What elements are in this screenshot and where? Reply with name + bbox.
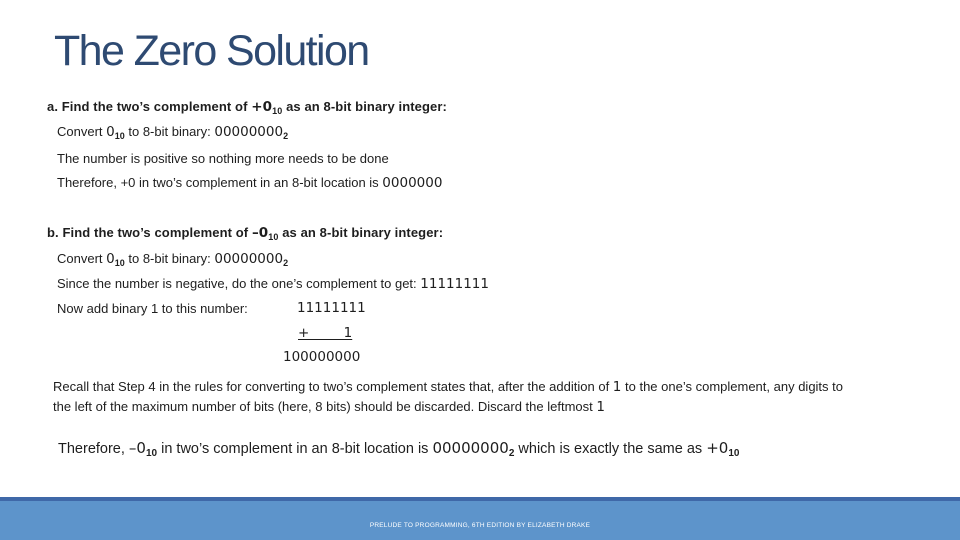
add-plus-row: + 1	[298, 325, 353, 341]
part-b-final: Therefore, $-0_{10}$ in two’s complement in an 8-bit location is $00000000_2$ which is exactly the same as $+0_{10}$	[58, 439, 740, 459]
part-a-positive: The number is positive so nothing more needs to be done	[57, 151, 389, 166]
footer-text: PRELUDE TO PROGRAMMING, 6TH EDITION BY ELIZABETH DRAKE	[369, 522, 591, 529]
part-b-negative: Since the number is negative, do the one’s complement to get: 11111111	[57, 276, 489, 292]
part-b-question: b. Find the two’s complement of $-0_{10}$ as an 8-bit binary integer:	[47, 225, 444, 242]
part-b-convert: Convert $0_{10}$ to 8-bit binary: $00000000_2$	[57, 251, 289, 268]
part-b-add-label: Now add binary 1 to this number:	[57, 301, 248, 316]
footer-bar	[0, 497, 960, 540]
part-a-convert: Convert $0_{10}$ to 8-bit binary: $00000000_2$	[57, 124, 289, 141]
add-result: 100000000	[283, 349, 361, 365]
add-operand: 11111111	[297, 300, 366, 316]
slide-title: The Zero Solution	[54, 27, 369, 75]
recall-paragraph: Recall that Step 4 in the rules for converting to two’s complement states that, after the addition of 1 to the one’s complement, any digits to the left of the maximum number of bits (here, 8 bits) should be discarded. Discard the leftmost 1	[53, 379, 843, 415]
part-a-question: a. Find the two’s complement of $+0_{10}$ as an 8-bit binary integer:	[47, 99, 447, 116]
part-a-therefore: Therefore, +0 in two’s complement in an 8-bit location is 0000000	[57, 175, 443, 191]
